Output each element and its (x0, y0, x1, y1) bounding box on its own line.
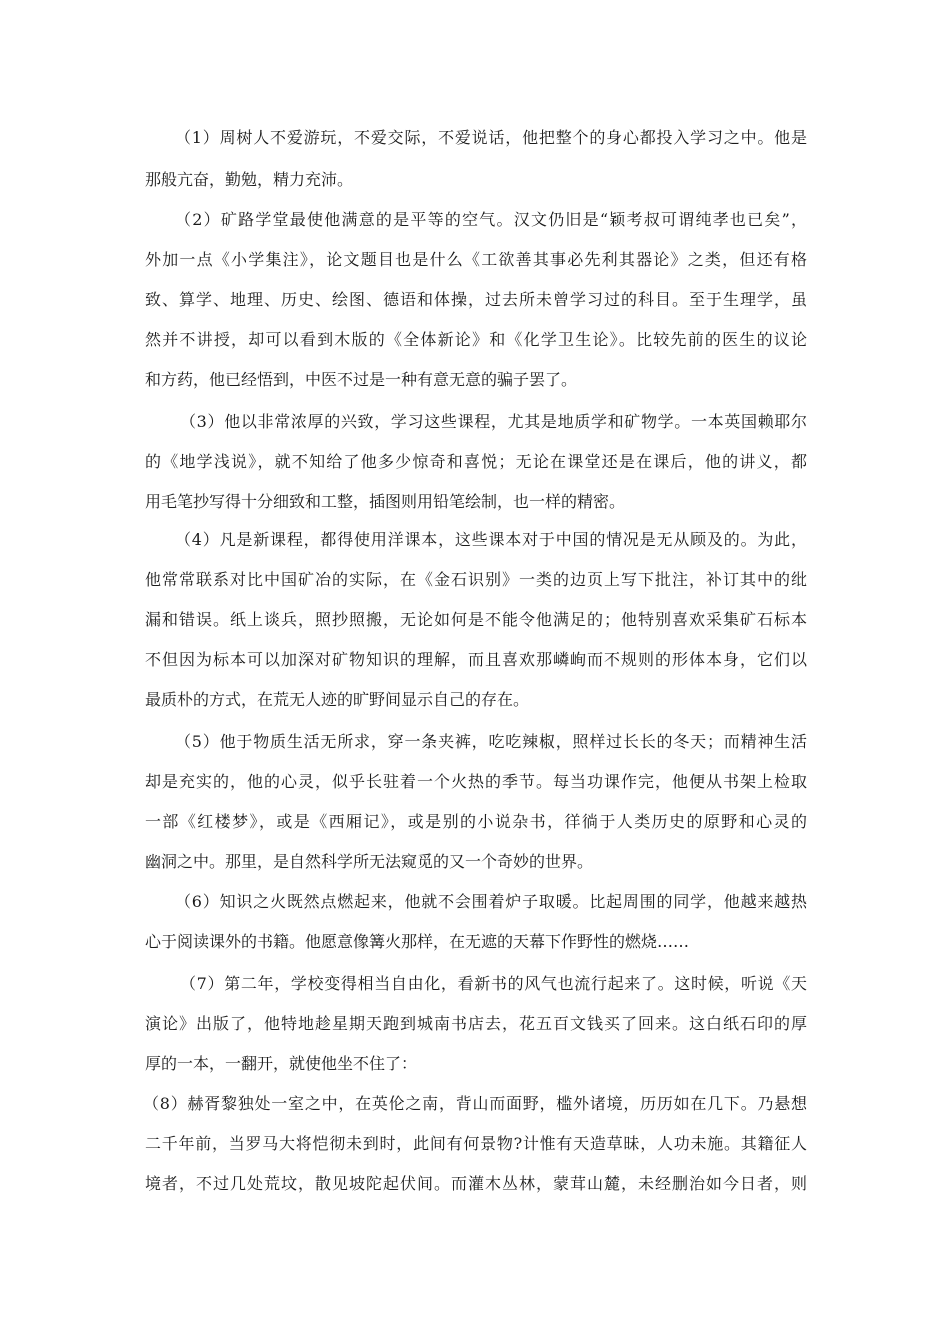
paragraph-2-line-5: 和方药，他已经悟到，中医不过是一种有意无意的骗子罢了。 (145, 370, 578, 389)
paragraph-3-line-3: 用毛笔抄写得十分细致和工整，插图则用铅笔绘制，也一样的精密。 (145, 492, 626, 511)
paragraph-2-line-4: 然并不讲授，却可以看到木版的《全体新论》和《化学卫生论》。比较先前的医生的议论 (145, 330, 807, 349)
paragraph-4-line-5: 最质朴的方式，在荒无人迹的旷野间显示自己的存在。 (145, 690, 530, 709)
paragraph-3-line-1: （3）他以非常浓厚的兴致，学习这些课程，尤其是地质学和矿物学。一本英国赖耶尔 (180, 412, 807, 431)
paragraph-5-line-4: 幽洞之中。那里，是自然科学所无法窥觅的又一个奇妙的世界。 (145, 852, 594, 871)
paragraph-7-line-3: 厚的一本，一翻开，就使他坐不住了： (145, 1054, 418, 1073)
paragraph-5-line-2: 却是充实的，他的心灵，似乎长驻着一个火热的季节。每当功课作完，他便从书架上检取 (145, 772, 807, 791)
paragraph-1-line-2: 那般亢奋，勤勉，精力充沛。 (145, 170, 354, 189)
paragraph-5-line-3: 一部《红楼梦》，或是《西厢记》，或是别的小说杂书，徉徜于人类历史的原野和心灵的 (145, 812, 807, 831)
paragraph-2-line-3: 致、算学、地理、历史、绘图、德语和体操，过去所未曾学习过的科目。至于生理学，虽 (145, 290, 807, 309)
paragraph-8-line-1: （8）赫胥黎独处一室之中，在英伦之南，背山而面野，槛外诸境，历历如在几下。乃悬想 (143, 1094, 807, 1113)
paragraph-8-line-3: 境者，不过几处荒坟，散见坡陀起伏间。而灌木丛林，蒙茸山麓，未经删治如今日者，则 (145, 1174, 807, 1193)
paragraph-4-line-4: 不但因为标本可以加深对矿物知识的理解，而且喜欢那嶙峋而不规则的形体本身，它们以 (145, 650, 807, 669)
paragraph-4-line-2: 他常常联系对比中国矿冶的实际，在《金石识别》一类的边页上写下批注，补订其中的纰 (145, 570, 807, 589)
paragraph-5-line-1: （5）他于物质生活无所求，穿一条夹裤，吃吃辣椒，照样过长长的冬天；而精神生活 (175, 732, 807, 751)
paragraph-7-line-2: 演论》出版了，他特地趁星期天跑到城南书店去，花五百文钱买了回来。这白纸石印的厚 (145, 1014, 807, 1033)
paragraph-4-line-3: 漏和错误。纸上谈兵，照抄照搬，无论如何是不能令他满足的；他特别喜欢采集矿石标本 (145, 610, 807, 629)
paragraph-8-line-2: 二千年前，当罗马大将恺彻未到时，此间有何景物?计惟有天造草昧，人功未施。其籍征人 (145, 1134, 807, 1153)
paragraph-7-line-1: （7）第二年，学校变得相当自由化，看新书的风气也流行起来了。这时候，听说《天 (180, 974, 807, 993)
paragraph-6-line-1: （6）知识之火既然点燃起来，他就不会围着炉子取暖。比起周围的同学，他越来越热 (175, 892, 807, 911)
paragraph-3-line-2: 的《地学浅说》，就不知给了他多少惊奇和喜悦；无论在课堂还是在课后，他的讲义，都 (145, 452, 807, 471)
paragraph-2-line-2: 外加一点《小学集注》，论文题目也是什么《工欲善其事必先利其器论》之类，但还有格 (145, 250, 807, 269)
paragraph-6-line-2: 心于阅读课外的书籍。他愿意像篝火那样，在无遮的天幕下作野性的燃烧…… (145, 932, 690, 951)
paragraph-2-line-1: （2）矿路学堂最使他满意的是平等的空气。汉文仍旧是“颖考叔可谓纯孝也已矣”， (175, 210, 807, 229)
paragraph-4-line-1: （4）凡是新课程，都得使用洋课本，这些课本对于中国的情况是无从顾及的。为此， (175, 530, 807, 549)
paragraph-1-line-1: （1）周树人不爱游玩，不爱交际，不爱说话，他把整个的身心都投入学习之中。他是 (175, 128, 807, 147)
